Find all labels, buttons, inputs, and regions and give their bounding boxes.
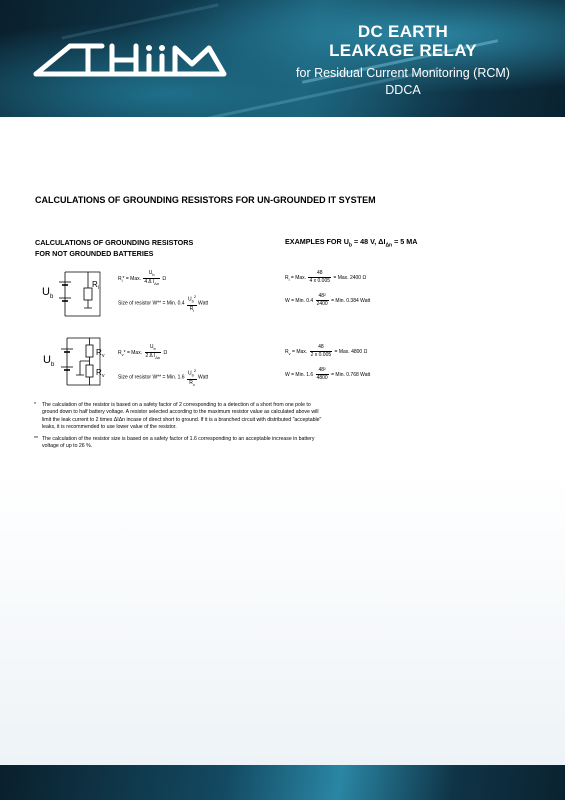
example-w1-den: 2400 bbox=[316, 301, 328, 307]
examples-prefix: EXAMPLES FOR U bbox=[285, 237, 349, 246]
example-w2-num: 48² bbox=[316, 367, 329, 375]
left-heading bbox=[35, 237, 193, 259]
svg-text:b: b bbox=[51, 362, 55, 368]
footnote-1-marker: * bbox=[34, 402, 37, 408]
footnote-2 bbox=[34, 436, 324, 451]
example-ri-result: = Max. 2400 Ω bbox=[333, 274, 367, 281]
rv-label-2: R bbox=[96, 368, 102, 377]
footnote-1 bbox=[34, 402, 324, 431]
formula-w2-prefix: Size of resistor W** = Min. 1.6 bbox=[118, 374, 185, 381]
svg-text:i: i bbox=[98, 285, 100, 291]
example-w1-result: = Min. 0.384 Watt bbox=[331, 297, 371, 304]
formula-rv: $R_v*$ = Max. $\frac{U_b}{2 \Delta I_{\Delta n}}$ Ω bbox=[118, 344, 168, 360]
ub-label-2: U bbox=[43, 354, 51, 366]
formula-w1-prefix: Size of resistor W** = Min. 0.4 bbox=[118, 300, 185, 307]
example-w1 bbox=[285, 293, 370, 308]
example-ri: $R_i$ = Max. $\frac{48}{4 x 0.005}$ = Max. 2400 Ω bbox=[285, 270, 367, 284]
examples-suffix: = 5 MA bbox=[392, 237, 418, 246]
footnotes bbox=[34, 402, 324, 456]
circuit-diagram-2 bbox=[40, 335, 112, 390]
example-ri-den: 4 x 0.005 bbox=[309, 278, 331, 284]
thiim-logo bbox=[32, 38, 227, 80]
product-title bbox=[283, 22, 523, 98]
ub-label: U bbox=[42, 286, 50, 298]
examples-mid: = 48 V, ΔI bbox=[351, 237, 386, 246]
formula-w1: Size of resistor W** = Min. 0.4 $\frac{U_b^2}{R_i}$ Watt bbox=[118, 294, 209, 313]
title-line2: LEAKAGE RELAY bbox=[329, 41, 477, 60]
example-rv-num: 48 bbox=[310, 344, 333, 352]
decor-streak bbox=[61, 3, 218, 39]
footnote-1-text: The calculation of the resistor is based on a safety factor of 2 corresponding to a detection of a short from one pole to ground down to half battery voltage. A resistor selected according to the maximum resistor value as calculated above will limit the leak current to 2 times ΔIΔn incase of direct short to ground. If it is a branched circuit with distributed "acceptable" leaks, it is recommended to use lower value of the resistor. bbox=[42, 402, 322, 430]
formula-w2-unit: Watt bbox=[198, 374, 209, 381]
example-w2-den: 4800 bbox=[316, 375, 328, 381]
example-w1-num: 48² bbox=[316, 293, 329, 301]
subtitle: for Residual Current Monitoring (RCM) bbox=[296, 66, 510, 80]
example-rv: $R_v$ = Max. $\frac{48}{2 x 0.005}$ = Max. 4800 Ω bbox=[285, 344, 368, 358]
svg-text:v: v bbox=[102, 353, 105, 359]
left-heading-line1: CALCULATIONS OF GROUNDING RESISTORS bbox=[35, 238, 194, 247]
svg-text:b: b bbox=[50, 294, 54, 300]
footnote-2-text: The calculation of the resistor size is based on a safety factor of 1.6 corresponding to an acceptable increase in battery voltage of up to 26 %. bbox=[42, 436, 315, 450]
examples-heading: EXAMPLES FOR $U_b = 48$ V, $\Delta I_{\Delta n} = 5$ MA bbox=[285, 237, 418, 249]
example-ri-num: 48 bbox=[308, 270, 331, 278]
example-w2-left: W = Min. 1.6 bbox=[285, 371, 314, 378]
example-w2-result: = Min. 0.768 Watt bbox=[331, 371, 371, 378]
formula-ri: $R_i*$ = Max. $\frac{U_b}{4 \Delta I_{\Delta n}}$ Ω bbox=[118, 270, 167, 286]
footer-banner bbox=[0, 765, 565, 800]
page-heading: CALCULATIONS OF GROUNDING RESISTORS FOR UN-GROUNDED IT SYSTEM bbox=[35, 195, 376, 205]
model-name: DDCA bbox=[385, 83, 421, 97]
footnote-2-marker: ** bbox=[34, 436, 39, 443]
example-rv-den: 2 x 0.005 bbox=[310, 352, 332, 358]
circuit-diagram-1 bbox=[40, 268, 110, 320]
formula-w1-unit: Watt bbox=[198, 300, 209, 307]
ri-label: R bbox=[92, 280, 98, 289]
example-w2 bbox=[285, 367, 370, 382]
svg-text:v: v bbox=[102, 373, 105, 379]
example-w1-left: W = Min. 0.4 bbox=[285, 297, 314, 304]
header-banner bbox=[0, 0, 565, 117]
formula-w2: Size of resistor W** = Min. 1.6 $\frac{U_b^2}{R_v}$ Watt bbox=[118, 368, 209, 387]
examples-ub-sub: b bbox=[348, 242, 352, 249]
title-line1: DC EARTH bbox=[357, 22, 449, 41]
example-rv-result: = Max. 4800 Ω bbox=[334, 348, 368, 355]
rv-label-1: R bbox=[96, 348, 102, 357]
left-heading-line2: FOR NOT GROUNDED BATTERIES bbox=[35, 249, 154, 258]
